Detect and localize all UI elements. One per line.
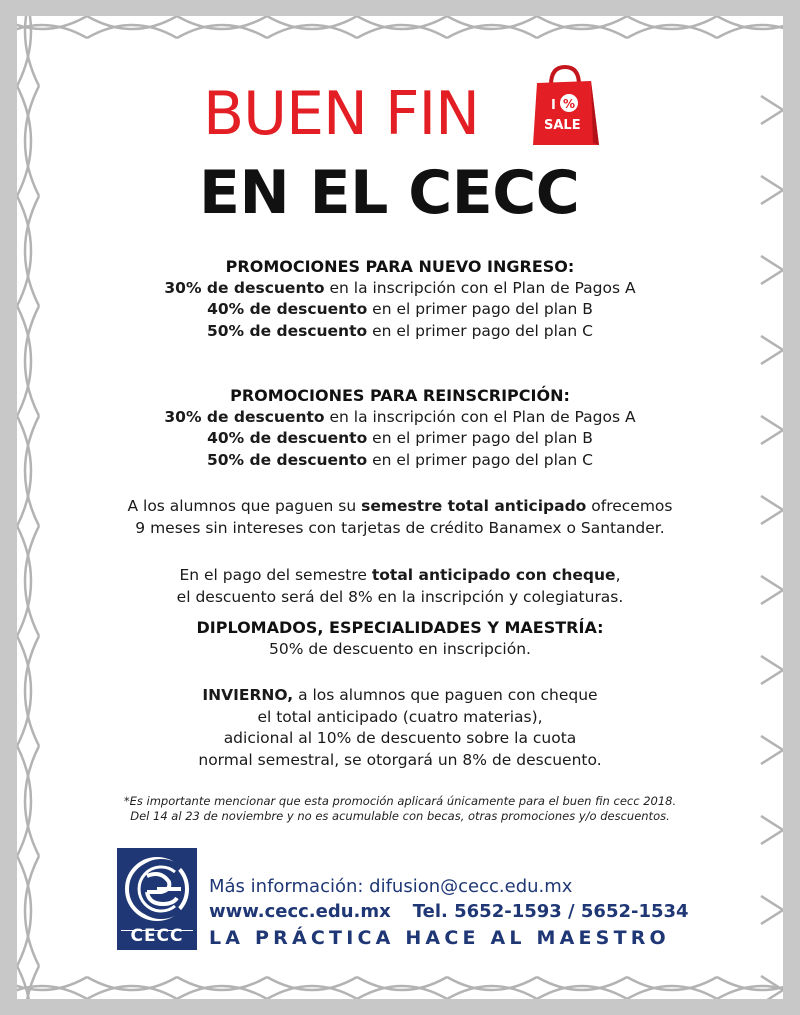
anticipado-section: A los alumnos que paguen su semestre total anticipado ofrecemos 9 meses sin intereses con tarjetas de crédito Banamex o Santander. xyxy=(127,497,673,537)
invierno-section: INVIERNO, a los alumnos que paguen con cheque el total anticipado (cuatro materias), adicional al 10% de descuento sobre la cuota normal semestral, se otorgará un 8% de descuento. xyxy=(198,686,602,769)
promo-line: 30% de descuento en la inscripción con el Plan de Pagos A xyxy=(164,278,636,297)
website-link[interactable]: www.cecc.edu.mx xyxy=(209,901,391,922)
promo-line: 50% de descuento en el primer pago del plan C xyxy=(206,450,594,469)
phone-numbers: Tel. 5652-1593 / 5652-1534 xyxy=(412,901,689,922)
cecc-logo: CECC xyxy=(117,848,197,950)
svg-text:I: I xyxy=(551,98,556,113)
reinscripcion-section xyxy=(17,385,783,471)
reinscripcion-header: PROMOCIONES PARA REINSCRIPCIÓN: xyxy=(230,386,570,405)
promo-line: 30% de descuento en la inscripción con el Plan de Pagos A xyxy=(164,407,636,426)
contact-web-phone xyxy=(209,901,689,922)
slogan: LA PRÁCTICA HACE AL MAESTRO xyxy=(209,927,670,949)
disclaimer-note: *Es importante mencionar que esta promoción aplicará únicamente para el buen fin cecc 2018. Del 14 al 23 de noviembre y no es acumulable con becas, otras promociones y/o descuentos. xyxy=(123,794,677,823)
promo-line: 40% de descuento en el primer pago del plan B xyxy=(207,429,593,447)
flyer-page xyxy=(17,16,783,999)
diplomados-header: DIPLOMADOS, ESPECIALIDADES Y MAESTRÍA: xyxy=(196,618,604,637)
contact-email: Más información: difusion@cecc.edu.mx xyxy=(209,876,573,897)
svg-text:%: % xyxy=(563,97,576,111)
title-en-el-cecc: EN EL CECC xyxy=(199,158,580,228)
cecc-emblem-icon xyxy=(117,848,197,928)
title-buen-fin: BUEN FIN xyxy=(203,79,480,149)
diplomados-section: DIPLOMADOS, ESPECIALIDADES Y MAESTRÍA: 50% de descuento en inscripción. xyxy=(17,617,783,660)
nuevo-ingreso-header: PROMOCIONES PARA NUEVO INGRESO: xyxy=(225,257,575,276)
promo-line: 50% de descuento en el primer pago del plan C xyxy=(206,321,594,340)
nuevo-ingreso-section xyxy=(17,256,783,342)
shopping-bag-sale-icon xyxy=(529,63,601,147)
svg-text:SALE: SALE xyxy=(544,118,581,133)
promo-line: 40% de descuento en el primer pago del plan B xyxy=(207,300,593,318)
cheque-section: En el pago del semestre total anticipado con cheque, el descuento será del 8% en la inscripción y colegiaturas. xyxy=(176,566,624,606)
